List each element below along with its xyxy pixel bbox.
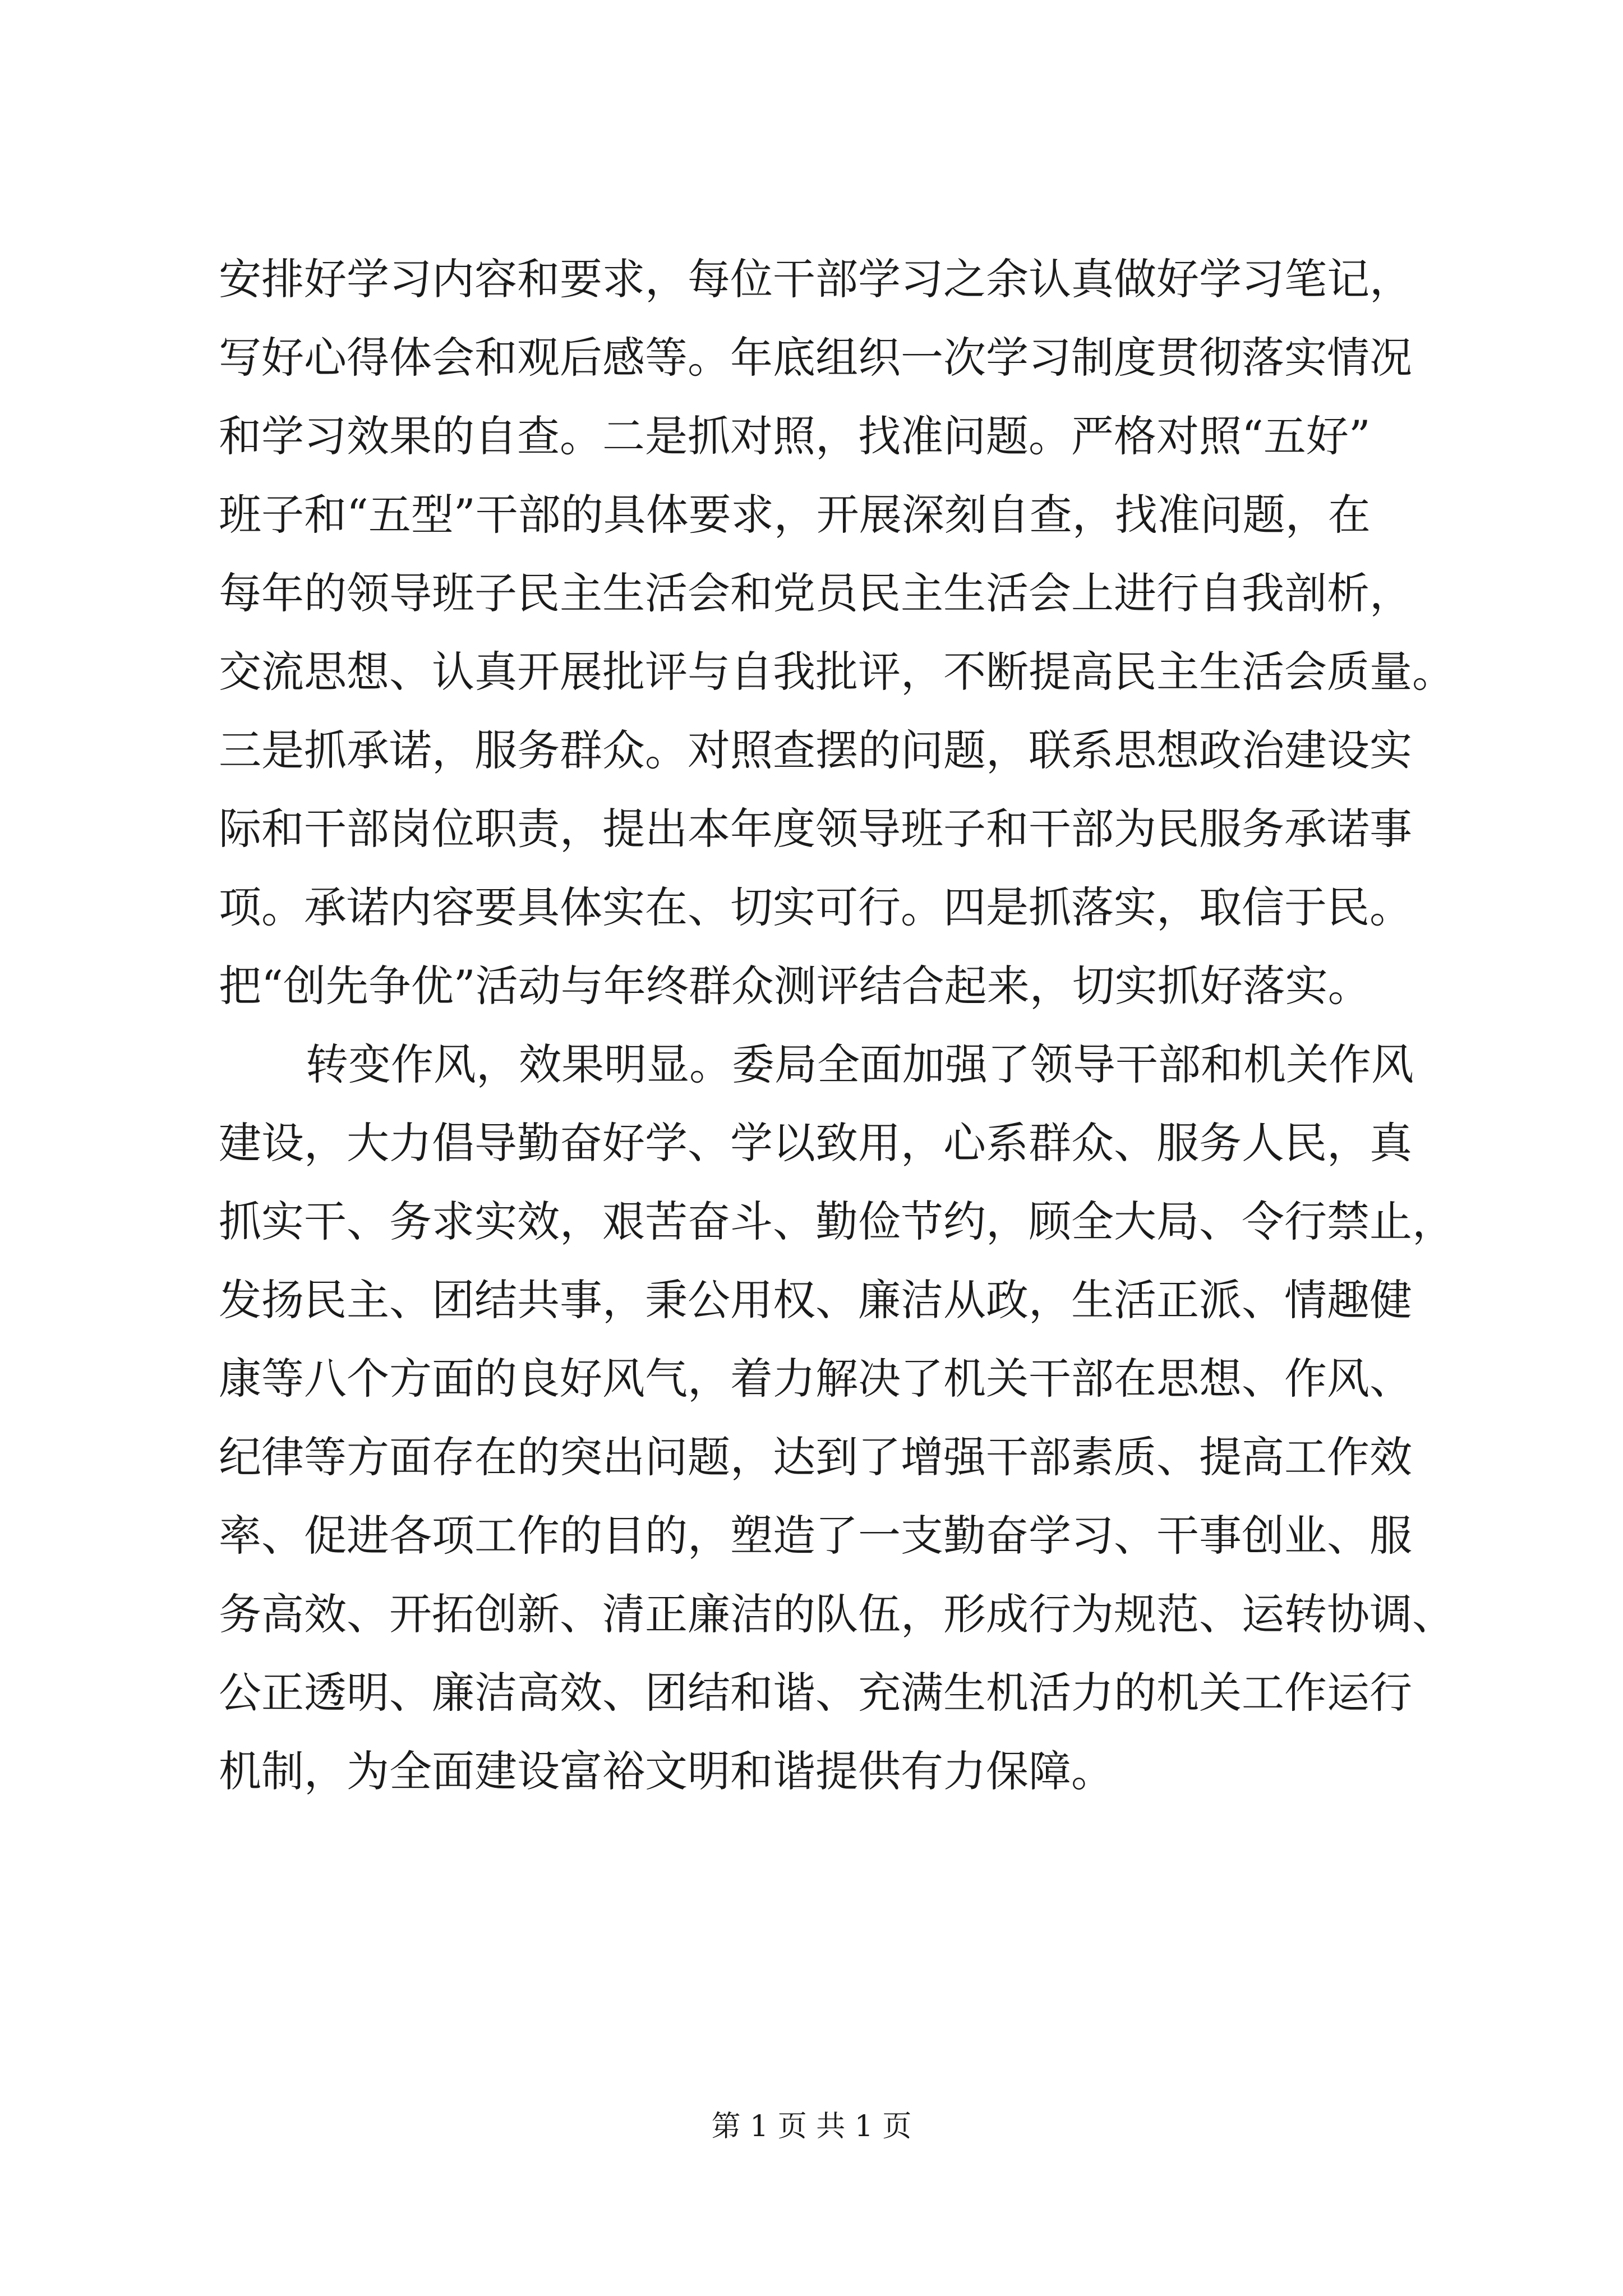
body-text — [219, 240, 1455, 1811]
text-line: 写好心得体会和观后感等。年底组织一次学习制度贯彻落实情况 — [219, 333, 1412, 383]
text-line: 建设，大力倡导勤奋好学、学以致用，心系群众、服务人民，真 — [219, 1118, 1412, 1168]
text-line: 率、促进各项工作的目的，塑造了一支勤奋学习、干事创业、服 — [219, 1511, 1412, 1561]
text-line: 交流思想、认真开展批评与自我批评，不断提高民主生活会质量。 — [219, 647, 1455, 697]
text-line: 际和干部岗位职责，提出本年度领导班子和干部为民服务承诺事 — [219, 804, 1412, 854]
paragraph-2 — [219, 1025, 1455, 1811]
text-line: 班子和“五型”干部的具体要求，开展深刻自查，找准问题，在 — [219, 490, 1371, 540]
text-line: 康等八个方面的良好风气，着力解决了机关干部在思想、作风、 — [219, 1354, 1412, 1404]
text-line: 把“创先争优”活动与年终群众测评结合起来，切实抓好落实。 — [219, 961, 1371, 1011]
text-line: 务高效、开拓创新、清正廉洁的队伍，形成行为规范、运转协调、 — [219, 1589, 1455, 1639]
text-line: 纪律等方面存在的突出问题，达到了增强干部素质、提高工作效 — [219, 1432, 1412, 1482]
text-line: 项。承诺内容要具体实在、切实可行。四是抓落实，取信于民。 — [219, 882, 1412, 932]
text-line-first: 转变作风，效果明显。委局全面加强了领导干部和机关作风 — [306, 1039, 1414, 1089]
text-line: 机制，为全面建设富裕文明和谐提供有力保障。 — [219, 1746, 1114, 1796]
text-line: 发扬民主、团结共事，秉公用权、廉洁从政，生活正派、情趣健 — [219, 1275, 1412, 1325]
paragraph-1 — [219, 240, 1455, 1025]
page-footer — [0, 2102, 1623, 2145]
text-line: 和学习效果的自查。二是抓对照，找准问题。严格对照“五好” — [219, 411, 1371, 461]
text-line: 三是抓承诺，服务群众。对照查摆的问题，联系思想政治建设实 — [219, 725, 1412, 775]
text-line: 公正透明、廉洁高效、团结和谐、充满生机活力的机关工作运行 — [219, 1668, 1412, 1718]
text-line: 每年的领导班子民主生活会和党员民主生活会上进行自我剖析， — [219, 568, 1412, 618]
text-line: 抓实干、务求实效，艰苦奋斗、勤俭节约，顾全大局、令行禁止， — [219, 1197, 1455, 1246]
text-line: 安排好学习内容和要求，每位干部学习之余认真做好学习笔记， — [219, 254, 1412, 304]
page-number: 第 1 页 共 1 页 — [711, 2110, 912, 2143]
